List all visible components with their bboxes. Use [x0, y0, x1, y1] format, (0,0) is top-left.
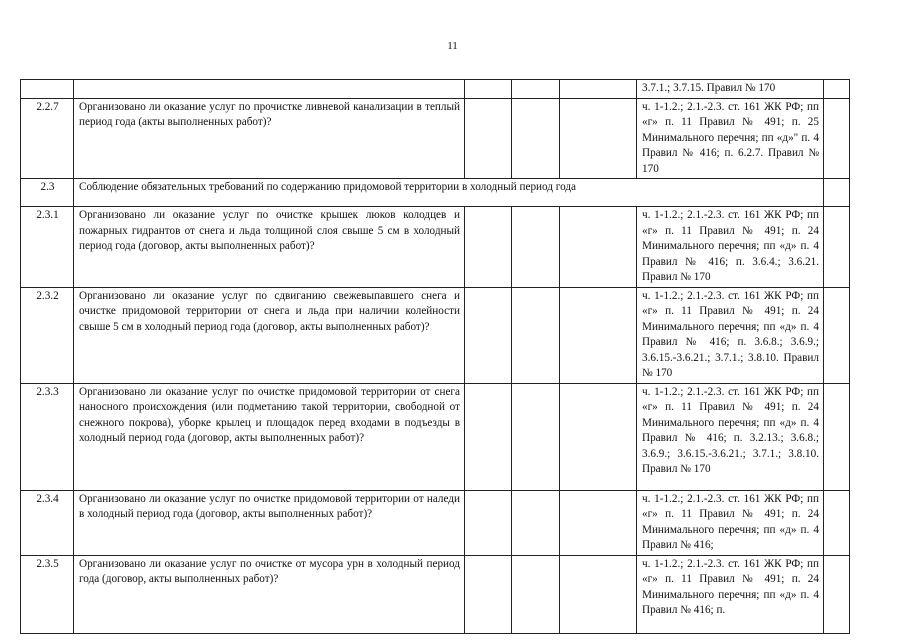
answer-no-cell	[512, 490, 560, 555]
legal-reference: ч. 1-1.2.; 2.1.-2.3. ст. 161 ЖК РФ; пп «г» п. 11 Правил № 491; п. 24 Минимального перечня; пп «д» п. 4 Правил № 416; п. 3.6.4.; 3.6.21. Правил № 170	[637, 207, 824, 288]
question-text: Организовано ли оказание услуг по очистке крышек люков колодцев и пожарных гидрантов от снега и льда толщиной слоя свыше 5 см в холодный период года (договор, акты выполненных работ)?	[74, 207, 465, 288]
answer-yes-cell	[465, 287, 512, 383]
note-cell	[824, 555, 850, 633]
table-row	[21, 555, 850, 633]
item-number: 2.2.7	[21, 98, 74, 179]
question-text	[74, 80, 465, 99]
note-cell	[824, 383, 850, 490]
checklist-table	[20, 79, 850, 634]
question-text: Организовано ли оказание услуг по прочистке ливневой канализации в теплый период года (акты выполненных работ)?	[74, 98, 465, 179]
item-number: 2.3.5	[21, 555, 74, 633]
answer-na-cell	[560, 98, 637, 179]
answer-na-cell	[560, 207, 637, 288]
legal-reference: 3.7.1.; 3.7.15. Правил № 170	[637, 80, 824, 99]
table-row	[21, 80, 850, 99]
answer-yes-cell	[465, 555, 512, 633]
note-cell	[824, 98, 850, 179]
question-text: Организовано ли оказание услуг по очистке придомовой территории от наледи в холодный период года (договор, акты выполненных работ)?	[74, 490, 465, 555]
legal-reference: ч. 1-1.2.; 2.1.-2.3. ст. 161 ЖК РФ; пп «г» п. 11 Правил № 491; п. 25 Минимального перечня; пп «д»" п. 4 Правил № 416; п. 6.2.7. Правил № 170	[637, 98, 824, 179]
question-text: Организовано ли оказание услуг по сдвиганию свежевыпавшего снега и очистке придомовой территории от снега и льда при наличии колейности свыше 5 см в холодный период года (договор, акты выполненных работ)?	[74, 287, 465, 383]
item-number	[21, 80, 74, 99]
table-row	[21, 287, 850, 383]
legal-reference: ч. 1-1.2.; 2.1.-2.3. ст. 161 ЖК РФ; пп «г» п. 11 Правил № 491; п. 24 Минимального перечня; пп «д» п. 4 Правил № 416; п.	[637, 555, 824, 633]
note-cell	[824, 80, 850, 99]
answer-no-cell	[512, 555, 560, 633]
answer-yes-cell	[465, 490, 512, 555]
answer-no-cell	[512, 98, 560, 179]
answer-yes-cell	[465, 383, 512, 490]
answer-na-cell	[560, 490, 637, 555]
page-number: 11	[447, 40, 458, 52]
table-row	[21, 383, 850, 490]
section-row	[21, 179, 850, 207]
answer-na-cell	[560, 80, 637, 99]
legal-reference: ч. 1-1.2.; 2.1.-2.3. ст. 161 ЖК РФ; пп «г» п. 11 Правил № 491; п. 24 Минимального перечня; пп «д» п. 4 Правил № 416; п. 3.6.8.; 3.6.9.; 3.6.15.-3.6.21.; 3.7.1.; 3.8.10. Правил № 170	[637, 287, 824, 383]
legal-reference: ч. 1-1.2.; 2.1.-2.3. ст. 161 ЖК РФ; пп «г» п. 11 Правил № 491; п. 24 Минимального перечня; пп «д» п. 4 Правил № 416; п. 3.2.13.; 3.6.8.; 3.6.9.; 3.6.15.-3.6.21.; 3.7.1.; 3.8.10. Правил № 170	[637, 383, 824, 490]
answer-no-cell	[512, 80, 560, 99]
note-cell	[824, 207, 850, 288]
note-cell	[824, 179, 850, 207]
question-text: Организовано ли оказание услуг по очистке от мусора урн в холодный период года (договор, акты выполненных работ)?	[74, 555, 465, 633]
answer-yes-cell	[465, 80, 512, 99]
legal-reference: ч. 1-1.2.; 2.1.-2.3. ст. 161 ЖК РФ; пп «г» п. 11 Правил № 491; п. 24 Минимального перечня; пп «д» п. 4 Правил № 416;	[637, 490, 824, 555]
answer-no-cell	[512, 383, 560, 490]
answer-na-cell	[560, 383, 637, 490]
answer-na-cell	[560, 555, 637, 633]
answer-yes-cell	[465, 207, 512, 288]
answer-no-cell	[512, 207, 560, 288]
note-cell	[824, 490, 850, 555]
section-number: 2.3	[21, 179, 74, 207]
note-cell	[824, 287, 850, 383]
answer-yes-cell	[465, 98, 512, 179]
item-number: 2.3.3	[21, 383, 74, 490]
item-number: 2.3.2	[21, 287, 74, 383]
answer-na-cell	[560, 287, 637, 383]
table-row	[21, 207, 850, 288]
table-row	[21, 98, 850, 179]
item-number: 2.3.1	[21, 207, 74, 288]
item-number: 2.3.4	[21, 490, 74, 555]
question-text: Организовано ли оказание услуг по очистке придомовой территории от снега наносного происхождения (или подметанию такой территории, свободной от снежного покрова), уборке крылец и площадок перед входами в подъезды в холодный период года (договор, акты выполненных работ)?	[74, 383, 465, 490]
answer-no-cell	[512, 287, 560, 383]
table-row	[21, 490, 850, 555]
section-title: Соблюдение обязательных требований по содержанию придомовой территории в холодный период года	[74, 179, 824, 207]
